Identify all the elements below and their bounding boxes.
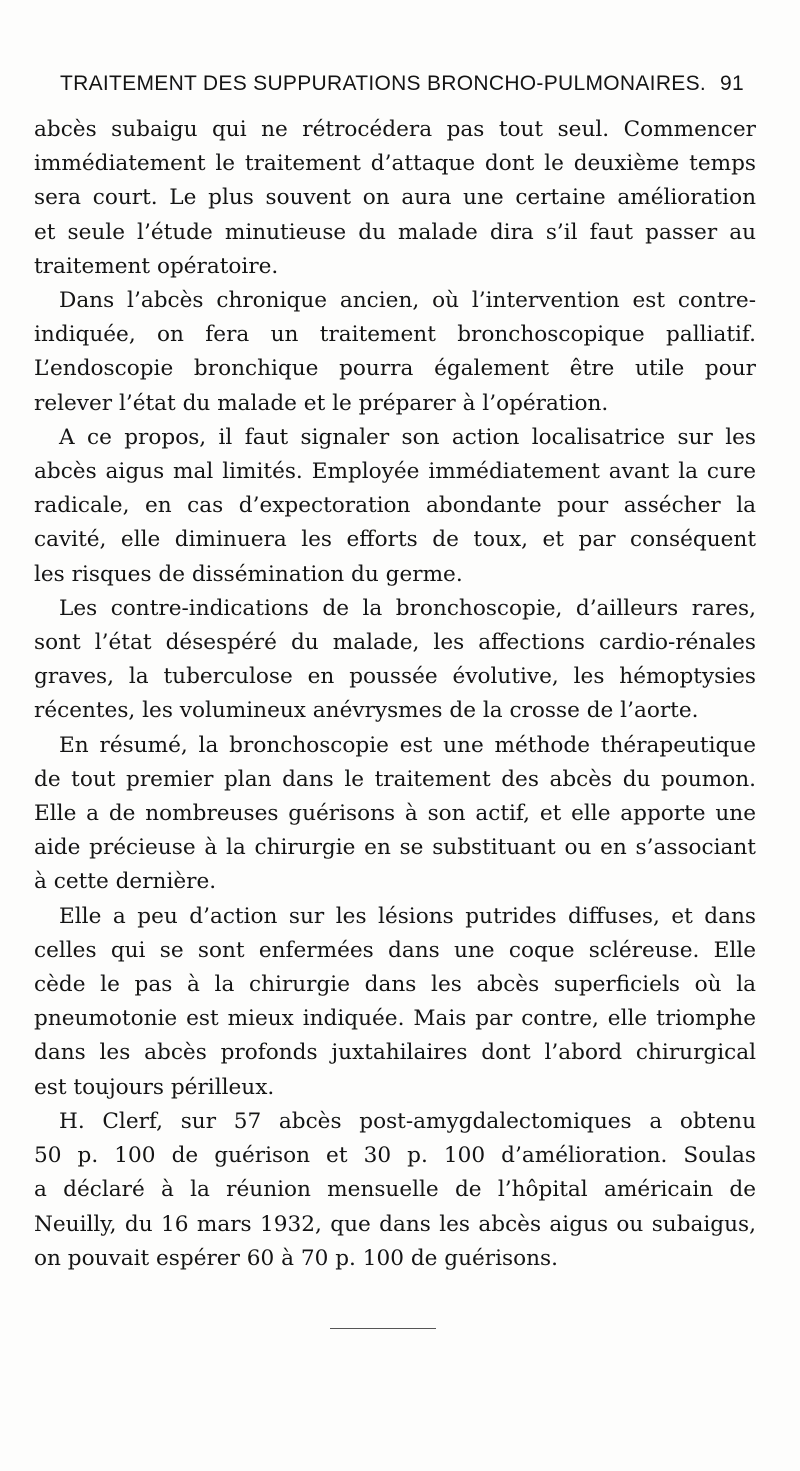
- body-text: [34, 113, 756, 1276]
- text-line: H. Clerf, sur 57 abcès post-amygdalectomiques a obtenu: [59, 1108, 756, 1134]
- text-line: à cette dernière.: [34, 869, 217, 895]
- text-line: récentes, les volumineux anévrysmes de la crosse de l’aorte.: [34, 698, 699, 724]
- text-line: celles qui se sont enfermées dans une coque scléreuse. Elle: [34, 937, 756, 963]
- text-line: de tout premier plan dans le traitement des abcès du poumon.: [34, 766, 756, 792]
- text-line: L’endoscopie bronchique pourra également être utile pour: [34, 356, 756, 382]
- running-header: [60, 72, 744, 106]
- text-line: traitement opératoire.: [34, 253, 279, 279]
- text-line: indiquée, on fera un traitement bronchoscopique palliatif.: [34, 322, 756, 348]
- text-line: Dans l’abcès chronique ancien, où l’intervention est contre-: [59, 288, 756, 314]
- running-title: TRAITEMENT DES SUPPURATIONS BRONCHO-PULMONAIRES.: [60, 72, 707, 95]
- text-line: Elle a peu d’action sur les lésions putrides diffuses, et dans: [59, 903, 756, 929]
- text-line: Neuilly, du 16 mars 1932, que dans les abcès aigus ou subaigus,: [34, 1211, 756, 1237]
- text-line: cède le pas à la chirurgie dans les abcès superficiels où la: [34, 972, 756, 998]
- text-line: pneumotonie est mieux indiquée. Mais par contre, elle triomphe: [34, 1006, 756, 1032]
- section-end-rule: [330, 1328, 436, 1329]
- text-line: Les contre-indications de la bronchoscopie, d’ailleurs rares,: [59, 595, 756, 621]
- text-line: dans les abcès profonds juxtahilaires dont l’abord chirurgical: [34, 1040, 756, 1066]
- text-line: les risques de dissémination du germe.: [34, 561, 463, 587]
- text-line: sera court. Le plus souvent on aura une certaine amélioration: [34, 185, 756, 211]
- page-number: 91: [720, 72, 744, 95]
- text-line: relever l’état du malade et le préparer à l’opération.: [34, 390, 609, 416]
- text-line: a déclaré à la réunion mensuelle de l’hôpital américain de: [34, 1177, 756, 1203]
- text-line: abcès subaigu qui ne rétrocédera pas tout seul. Commencer: [34, 117, 756, 142]
- text-line: est toujours périlleux.: [34, 1074, 275, 1100]
- text-line: A ce propos, il faut signaler son action localisatrice sur les: [59, 424, 756, 450]
- text-line: abcès aigus mal limités. Employée immédiatement avant la cure: [34, 459, 756, 485]
- text-line: cavité, elle diminuera les efforts de toux, et par conséquent: [34, 527, 756, 553]
- text-line: graves, la tuberculose en poussée évolutive, les hémoptysies: [34, 664, 756, 690]
- text-line: immédiatement le traitement d’attaque dont le deuxième temps: [34, 151, 756, 177]
- text-line: on pouvait espérer 60 à 70 p. 100 de guérisons.: [34, 1245, 558, 1271]
- text-line: et seule l’étude minutieuse du malade dira s’il faut passer au: [34, 219, 756, 245]
- text-line: aide précieuse à la chirurgie en se substituant ou en s’associant: [34, 835, 756, 861]
- text-line: En résumé, la bronchoscopie est une méthode thérapeutique: [59, 732, 756, 758]
- text-line: Elle a de nombreuses guérisons à son actif, et elle apporte une: [34, 801, 756, 827]
- text-line: radicale, en cas d’expectoration abondante pour assécher la: [34, 493, 756, 519]
- text-line: sont l’état désespéré du malade, les affections cardio-rénales: [34, 630, 756, 656]
- text-line: 50 p. 100 de guérison et 30 p. 100 d’amélioration. Soulas: [34, 1143, 756, 1169]
